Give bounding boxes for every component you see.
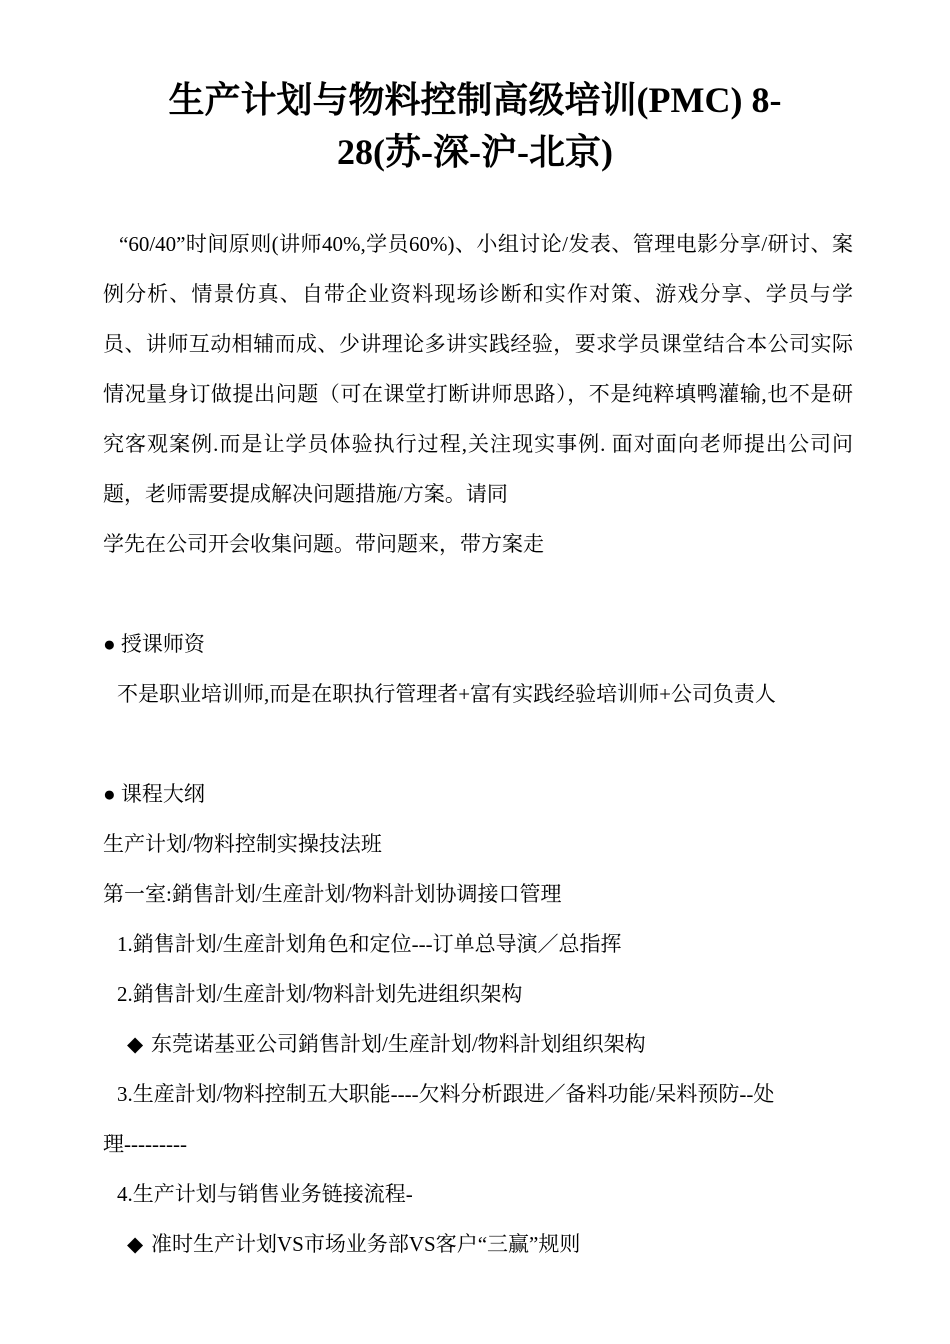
title-line-2: 28(苏-深-沪-北京) [337,132,613,172]
outline-item-3-cont: 理--------- [103,1132,187,1156]
diamond-bullet-icon: ◆ [127,1232,144,1256]
intro-paragraph: “60/40”时间原则(讲师40%,学员60%)、小组讨论/发表、管理电影分享/研讨、案例分析、情景仿真、自带企业资料现场诊断和实作对策、游戏分享、学员与学员、讲师互动相辅而成、少讲理论多讲实践经验，要求学员课堂结合本公司实际情况量身订做提出问题（可在课堂打断讲师思路），不是纯粹填鸭灌输,也不是研究客观案例.而是让学员体验执行过程,关注现实事例. 面对面向老师提出公司问题，老师需要提成解决问题措施/方案。请同 [103,232,853,506]
outline-heading: ● 课程大纲 [103,782,205,806]
diamond-bullet-icon: ◆ [127,1032,144,1056]
document-title [0,74,950,178]
faculty-text: 不是职业培训师,而是在职执行管理者+富有实践经验培训师+公司负责人 [117,682,776,706]
outline-item-4-sub [103,1219,853,1269]
faculty-heading: ● 授课师资 [103,632,205,656]
intro-last-line: 学先在公司开会收集问题。带问题来，带方案走 [103,532,544,556]
spacer [103,719,853,769]
outline-item-4: 4.生产计划与销售业务链接流程- [117,1182,413,1206]
course-name: 生产计划/物料控制实操技法班 [103,832,382,856]
outline-item-2: 2.銷售計划/生産計划/物料計划先进组织架构 [117,982,523,1006]
outline-item-4-sub-text: 准时生产计划VS市场业务部VS客户“三赢”规则 [151,1232,581,1256]
outline-item-1: 1.銷售計划/生産計划角色和定位---订单总导演／总指挥 [117,932,622,956]
outline-item-2-sub-text: 东莞诺基亚公司銷售計划/生産計划/物料計划组织架构 [151,1032,646,1056]
chapter-1-title: 第一室:銷售計划/生産計划/物料計划协调接口管理 [103,882,562,906]
outline-item-3: 3.生産計划/物料控制五大职能----欠料分析跟进／备料功能/呆料预防--处 [117,1082,775,1106]
spacer [103,569,853,619]
outline-item-2-sub [103,1019,853,1069]
title-line-1: 生产计划与物料控制高级培训(PMC) 8- [168,80,782,120]
document-body [103,219,853,1269]
